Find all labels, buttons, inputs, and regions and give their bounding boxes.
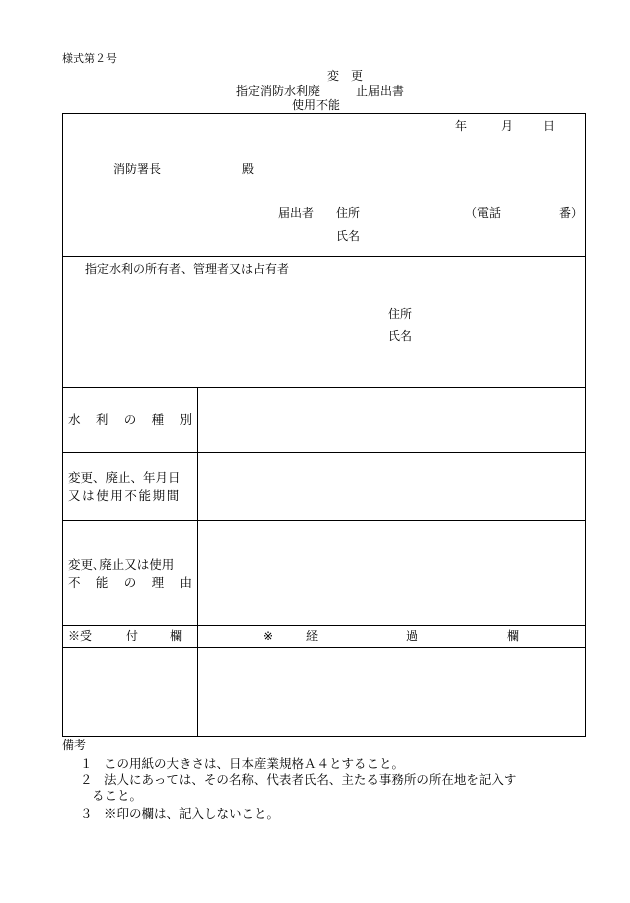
label-char: 能 xyxy=(95,575,109,590)
label-reason-line2 xyxy=(68,574,192,592)
reception-char: 付 xyxy=(126,629,139,643)
form-table xyxy=(62,113,586,737)
owner-name-label: 氏名 xyxy=(388,329,413,343)
owner-address-label: 住所 xyxy=(388,307,413,321)
progress-char: 経 xyxy=(306,629,319,643)
addressee-honorific: 殿 xyxy=(242,162,255,176)
label-char: 利 xyxy=(95,412,109,427)
divider-water-type xyxy=(63,452,585,453)
label-change-date-line2: 又は使用不能期間 xyxy=(68,488,181,503)
divider-change-date xyxy=(63,520,585,521)
note-item xyxy=(80,756,590,772)
label-char: 水 xyxy=(68,412,81,427)
label-char: の xyxy=(123,575,137,590)
progress-char: 欄 xyxy=(507,629,520,643)
notifier-label: 届出者 xyxy=(278,206,315,220)
note-continuation: ること。 xyxy=(92,788,143,803)
label-char: の xyxy=(123,412,137,427)
title-main-right: 止届出書 xyxy=(356,84,405,98)
divider-owner xyxy=(63,387,585,388)
date-year: 年 xyxy=(455,119,468,133)
label-char: 種 xyxy=(151,412,165,427)
note-text: ※印の欄は、記入しないこと。 xyxy=(104,806,280,821)
label-reason-line1: 変更､廃止又は使用 xyxy=(68,557,175,572)
note-item xyxy=(80,806,590,822)
note-number: １ xyxy=(80,756,93,771)
note-text: 法人にあっては、その名称、代表者氏名、主たる事務所の所在地を記入す xyxy=(104,772,517,787)
date-month: 月 xyxy=(501,119,514,133)
addressee-chief: 消防署長 xyxy=(113,162,162,176)
label-char: 理 xyxy=(151,575,165,590)
progress-mark: ※ xyxy=(263,629,274,643)
label-water-type xyxy=(68,411,192,429)
label-change-date-line1: 変更、廃止、年月日 xyxy=(68,470,181,485)
divider-office-header xyxy=(63,647,585,648)
progress-char: 過 xyxy=(406,629,419,643)
notifier-phone-open: （電話 xyxy=(465,206,502,220)
column-divider xyxy=(197,387,198,736)
title-line-change: 変 更 xyxy=(327,69,364,83)
note-number: ３ xyxy=(80,806,93,821)
notes-title: 備考 xyxy=(62,738,87,752)
date-day: 日 xyxy=(543,119,556,133)
label-char: 別 xyxy=(179,412,192,427)
divider-reason xyxy=(63,625,585,626)
title-line-unusable: 使用不能 xyxy=(292,98,341,112)
note-text: この用紙の大きさは、日本産業規格Ａ４とすること。 xyxy=(104,756,405,771)
note-number: ２ xyxy=(80,772,93,787)
notifier-address-label: 住所 xyxy=(336,206,361,220)
title-line-main xyxy=(236,85,404,97)
form-number: 様式第２号 xyxy=(62,52,117,65)
notifier-name-label: 氏名 xyxy=(336,229,361,243)
label-char: 由 xyxy=(179,575,192,590)
divider-notifier xyxy=(63,256,585,257)
label-reason xyxy=(68,556,192,592)
reception-char: 欄 xyxy=(170,629,183,643)
title-main-left: 指定消防水利廃 xyxy=(236,84,321,98)
notifier-phone-close: 番） xyxy=(559,206,584,220)
label-char: 不 xyxy=(68,575,81,590)
note-item xyxy=(80,772,590,804)
reception-mark: ※受 xyxy=(68,629,93,643)
label-change-date xyxy=(68,469,192,505)
owner-heading: 指定水利の所有者、管理者又は占有者 xyxy=(85,262,290,276)
